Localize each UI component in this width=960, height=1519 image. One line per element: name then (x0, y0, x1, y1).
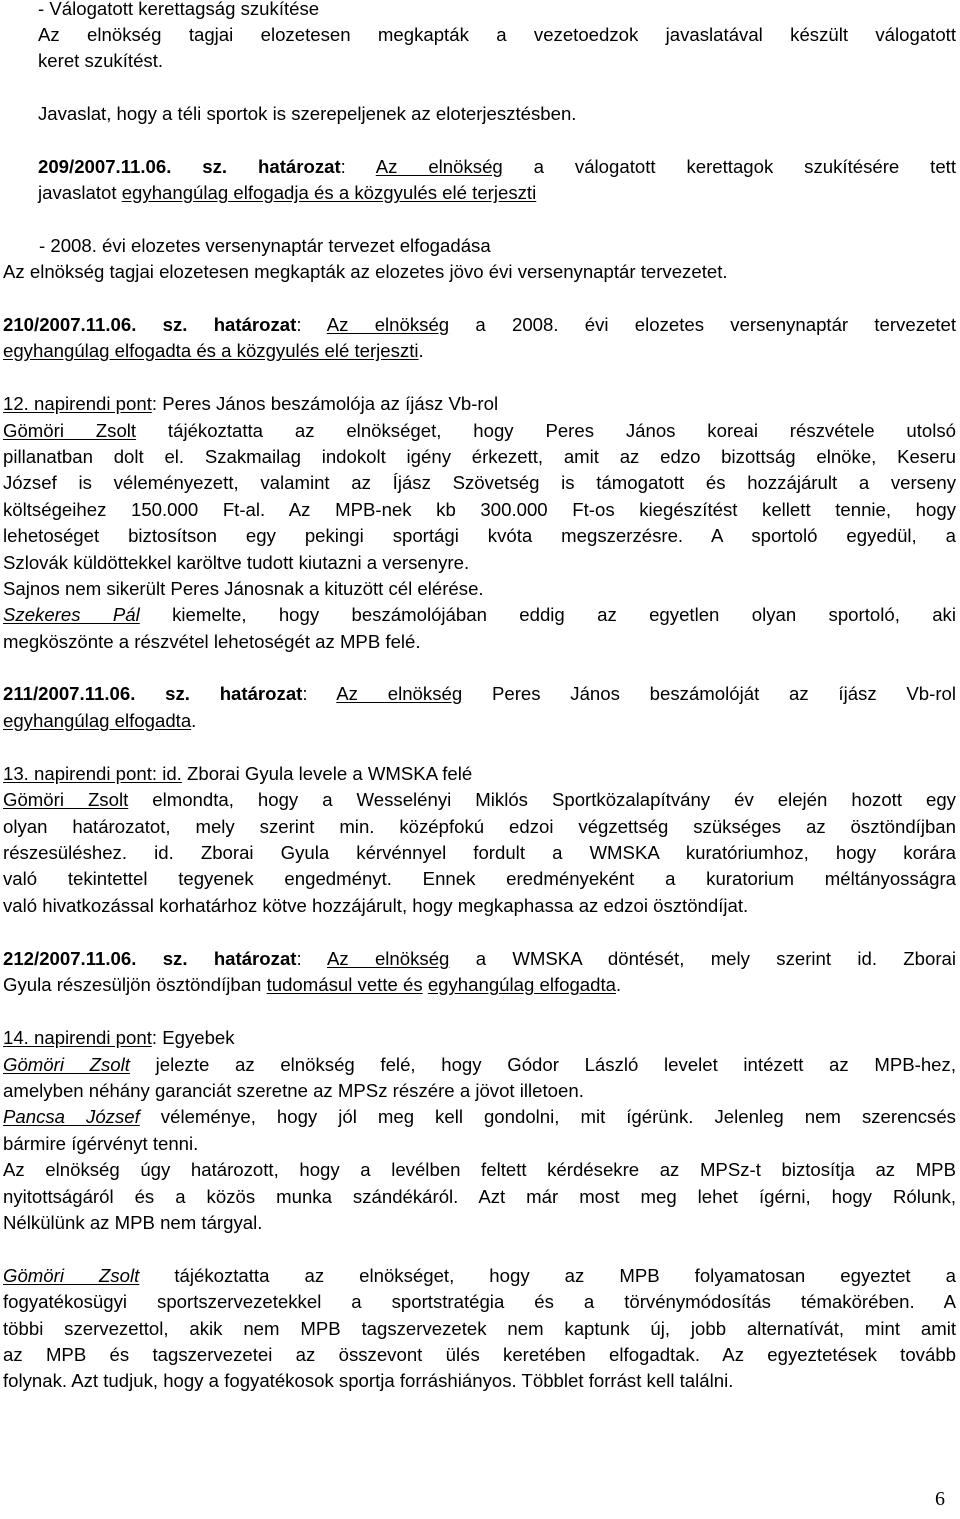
paragraph-line: Javaslat, hogy a téli sportok is szerepeljenek az eloterjesztésben. (38, 103, 577, 124)
paragraph-line: Gömöri Zsolt tájékoztatta az elnökséget, hogy az MPB folyamatosan egyeztet a (3, 1265, 956, 1286)
paragraph-line: Gömöri Zsolt jelezte az elnökség felé, hogy Gódor László levelet intézett az MPB-hez, (3, 1054, 956, 1075)
paragraph-line: Nélkülünk az MPB nem tárgyal. (3, 1212, 263, 1233)
resolution-number: 212/2007.11.06. sz. határozat (3, 948, 297, 969)
paragraph-line: bármire ígérvényt tenni. (3, 1133, 199, 1154)
paragraph-line: többi szervezettol, akik nem MPB tagszervezetek nem kaptunk új, jobb alternatívát, mint amit (3, 1318, 956, 1339)
underlined-text: 14. napirendi pont (3, 1027, 152, 1048)
paragraph-line: nyitottságáról és a közös munka szándékáról. Azt már most meg lehet ígérni, hogy Rólunk, (3, 1186, 956, 1207)
paragraph-line: Az elnökség úgy határozott, hogy a levélben feltett kérdésekre az MPSz-t biztosítja az MPB (3, 1159, 956, 1180)
paragraph-line: olyan határozatot, mely szerint min. középfokú edzoi végzettség szükséges az ösztöndíjban (3, 816, 956, 837)
underlined-text: egyhangúlag elfogadta (3, 710, 192, 731)
agenda-item-12-heading: 12. napirendi pont: Peres János beszámolója az íjász Vb-rol (3, 393, 499, 414)
paragraph-line: pillanatban dolt el. Szakmailag indokolt igény érkezett, amit az edzo bizottság elnöke, Keseru (3, 446, 956, 467)
paragraph-line: folynak. Azt tudjuk, hogy a fogyatékosok sportja forráshiányos. Többlet forrást kell találni. (3, 1370, 734, 1391)
agenda-item-13-heading: 13. napirendi pont: id. Zborai Gyula levele a WMSKA felé (3, 763, 473, 784)
paragraph-line: Az elnökség tagjai elozetesen megkapták a vezetoedzok javaslatával készült válogatott (38, 24, 956, 45)
resolution-210-line2: egyhangúlag elfogadta és a közgyulés elé terjeszti. (3, 340, 424, 361)
paragraph-line: Szlovák küldöttekkel karöltve tudott kiutazni a versenyre. (3, 552, 470, 573)
paragraph-line: Gömöri Zsolt elmondta, hogy a Wesselényi Miklós Sportközalapítvány év elején hozott egy (3, 789, 956, 810)
resolution-number: 210/2007.11.06. sz. határozat (3, 314, 297, 335)
paragraph-line: megköszönte a részvétel lehetoségét az MPB felé. (3, 631, 421, 652)
resolution-209-line2: javaslatot egyhangúlag elfogadja és a közgyulés elé terjeszti (38, 182, 537, 203)
paragraph-line: Gömöri Zsolt tájékoztatta az elnökséget, hogy Peres János koreai részvétele utolsó (3, 420, 956, 441)
person-name: Gömöri Zsolt (3, 1265, 140, 1286)
underlined-text: Az elnökség (336, 683, 463, 704)
resolution-number: 209/2007.11.06. sz. határozat (38, 156, 341, 177)
underlined-text: egyhangúlag elfogadta és a közgyulés elé terjeszti (3, 340, 419, 361)
underlined-text: egyhangúlag elfogadja és a közgyulés elé terjeszti (121, 182, 537, 203)
paragraph-line: lehetoséget biztosítson egy pekingi sportági kvóta megszerzésre. A sportoló egyedül, a (3, 525, 956, 546)
paragraph-line: Pancsa József véleménye, hogy jól meg kell gondolni, mit ígérünk. Jelenleg nem szerencsés (3, 1106, 956, 1127)
paragraph-line: Szekeres Pál kiemelte, hogy beszámolójában eddig az egyetlen olyan sportoló, aki (3, 604, 956, 625)
underlined-text: Az elnökség (375, 156, 503, 177)
paragraph-line: részesüléshez. id. Zborai Gyula kérvénnyel fordult a WMSKA kuratóriumhoz, hogy korára (3, 842, 956, 863)
paragraph-line: fogyatékosügyi sportszervezetekkel a sportstratégia és a törvénymódosítás témakörében. A (3, 1291, 956, 1312)
person-name: Gömöri Zsolt (3, 420, 137, 441)
paragraph-line: József is véleményezett, valamint az Íjász Szövetség is támogatott és hozzájárult a verseny (3, 472, 956, 493)
paragraph-line: Az elnökség tagjai elozetesen megkapták az elozetes jövo évi versenynaptár tervezetet. (3, 261, 728, 282)
resolution-209: 209/2007.11.06. sz. határozat: Az elnökség a válogatott kerettagok szukítésére tett (38, 156, 957, 177)
underlined-text: 12. napirendi pont (3, 393, 152, 414)
page-number: 6 (935, 1488, 945, 1510)
agenda-subitem-squad-reduction: - Válogatott kerettagság szukítése (38, 0, 320, 19)
paragraph-line: való tekintettel tegyenek engedményt. Ennek eredményeként a kuratorium méltányosságra (3, 868, 956, 889)
person-name: Gömöri Zsolt (3, 789, 129, 810)
paragraph-line: való hivatkozással korhatárhoz kötve hozzájárult, hogy megkaphassa az edzoi ösztöndíjat. (3, 895, 749, 916)
person-name: Szekeres Pál (3, 604, 140, 625)
paragraph-line: költségeihez 150.000 Ft-al. Az MPB-nek kb 300.000 Ft-os kiegészítést kellett tennie, hogy (3, 499, 956, 520)
underlined-text: tudomásul vette és (266, 974, 423, 995)
resolution-212: 212/2007.11.06. sz. határozat: Az elnökség a WMSKA döntését, mely szerint id. Zborai (3, 948, 956, 969)
paragraph-line: az MPB és tagszervezetei az összevont ülés keretében elfogadtak. Az egyeztetések tovább (3, 1344, 956, 1365)
resolution-211-line2: egyhangúlag elfogadta. (3, 710, 197, 731)
resolution-210: 210/2007.11.06. sz. határozat: Az elnökség a 2008. évi elozetes versenynaptár tervezetet (3, 314, 957, 335)
underlined-text: Az elnökség (326, 314, 450, 335)
underlined-text: 13. napirendi pont: id. (3, 763, 182, 784)
paragraph-line: keret szukítést. (38, 50, 164, 71)
resolution-211: 211/2007.11.06. sz. határozat: Az elnökség Peres János beszámolóját az íjász Vb-rol (3, 683, 957, 704)
resolution-212-line2: Gyula részesüljön ösztöndíjban tudomásul vette és egyhangúlag elfogadta. (3, 974, 622, 995)
resolution-number: 211/2007.11.06. sz. határozat (3, 683, 303, 704)
agenda-subitem-calendar: - 2008. évi elozetes versenynaptár tervezet elfogadása (39, 235, 491, 256)
paragraph-line: Sajnos nem sikerült Peres Jánosnak a kituzött cél elérése. (3, 578, 484, 599)
paragraph-line: amelyben néhány garanciát szeretne az MPSz részére a jövot illetoen. (3, 1080, 584, 1101)
person-name: Pancsa József (3, 1106, 140, 1127)
agenda-item-14-heading: 14. napirendi pont: Egyebek (3, 1027, 235, 1048)
person-name: Gömöri Zsolt (3, 1054, 130, 1075)
underlined-text: egyhangúlag elfogadta (427, 974, 616, 995)
underlined-text: Az elnökség (326, 948, 450, 969)
